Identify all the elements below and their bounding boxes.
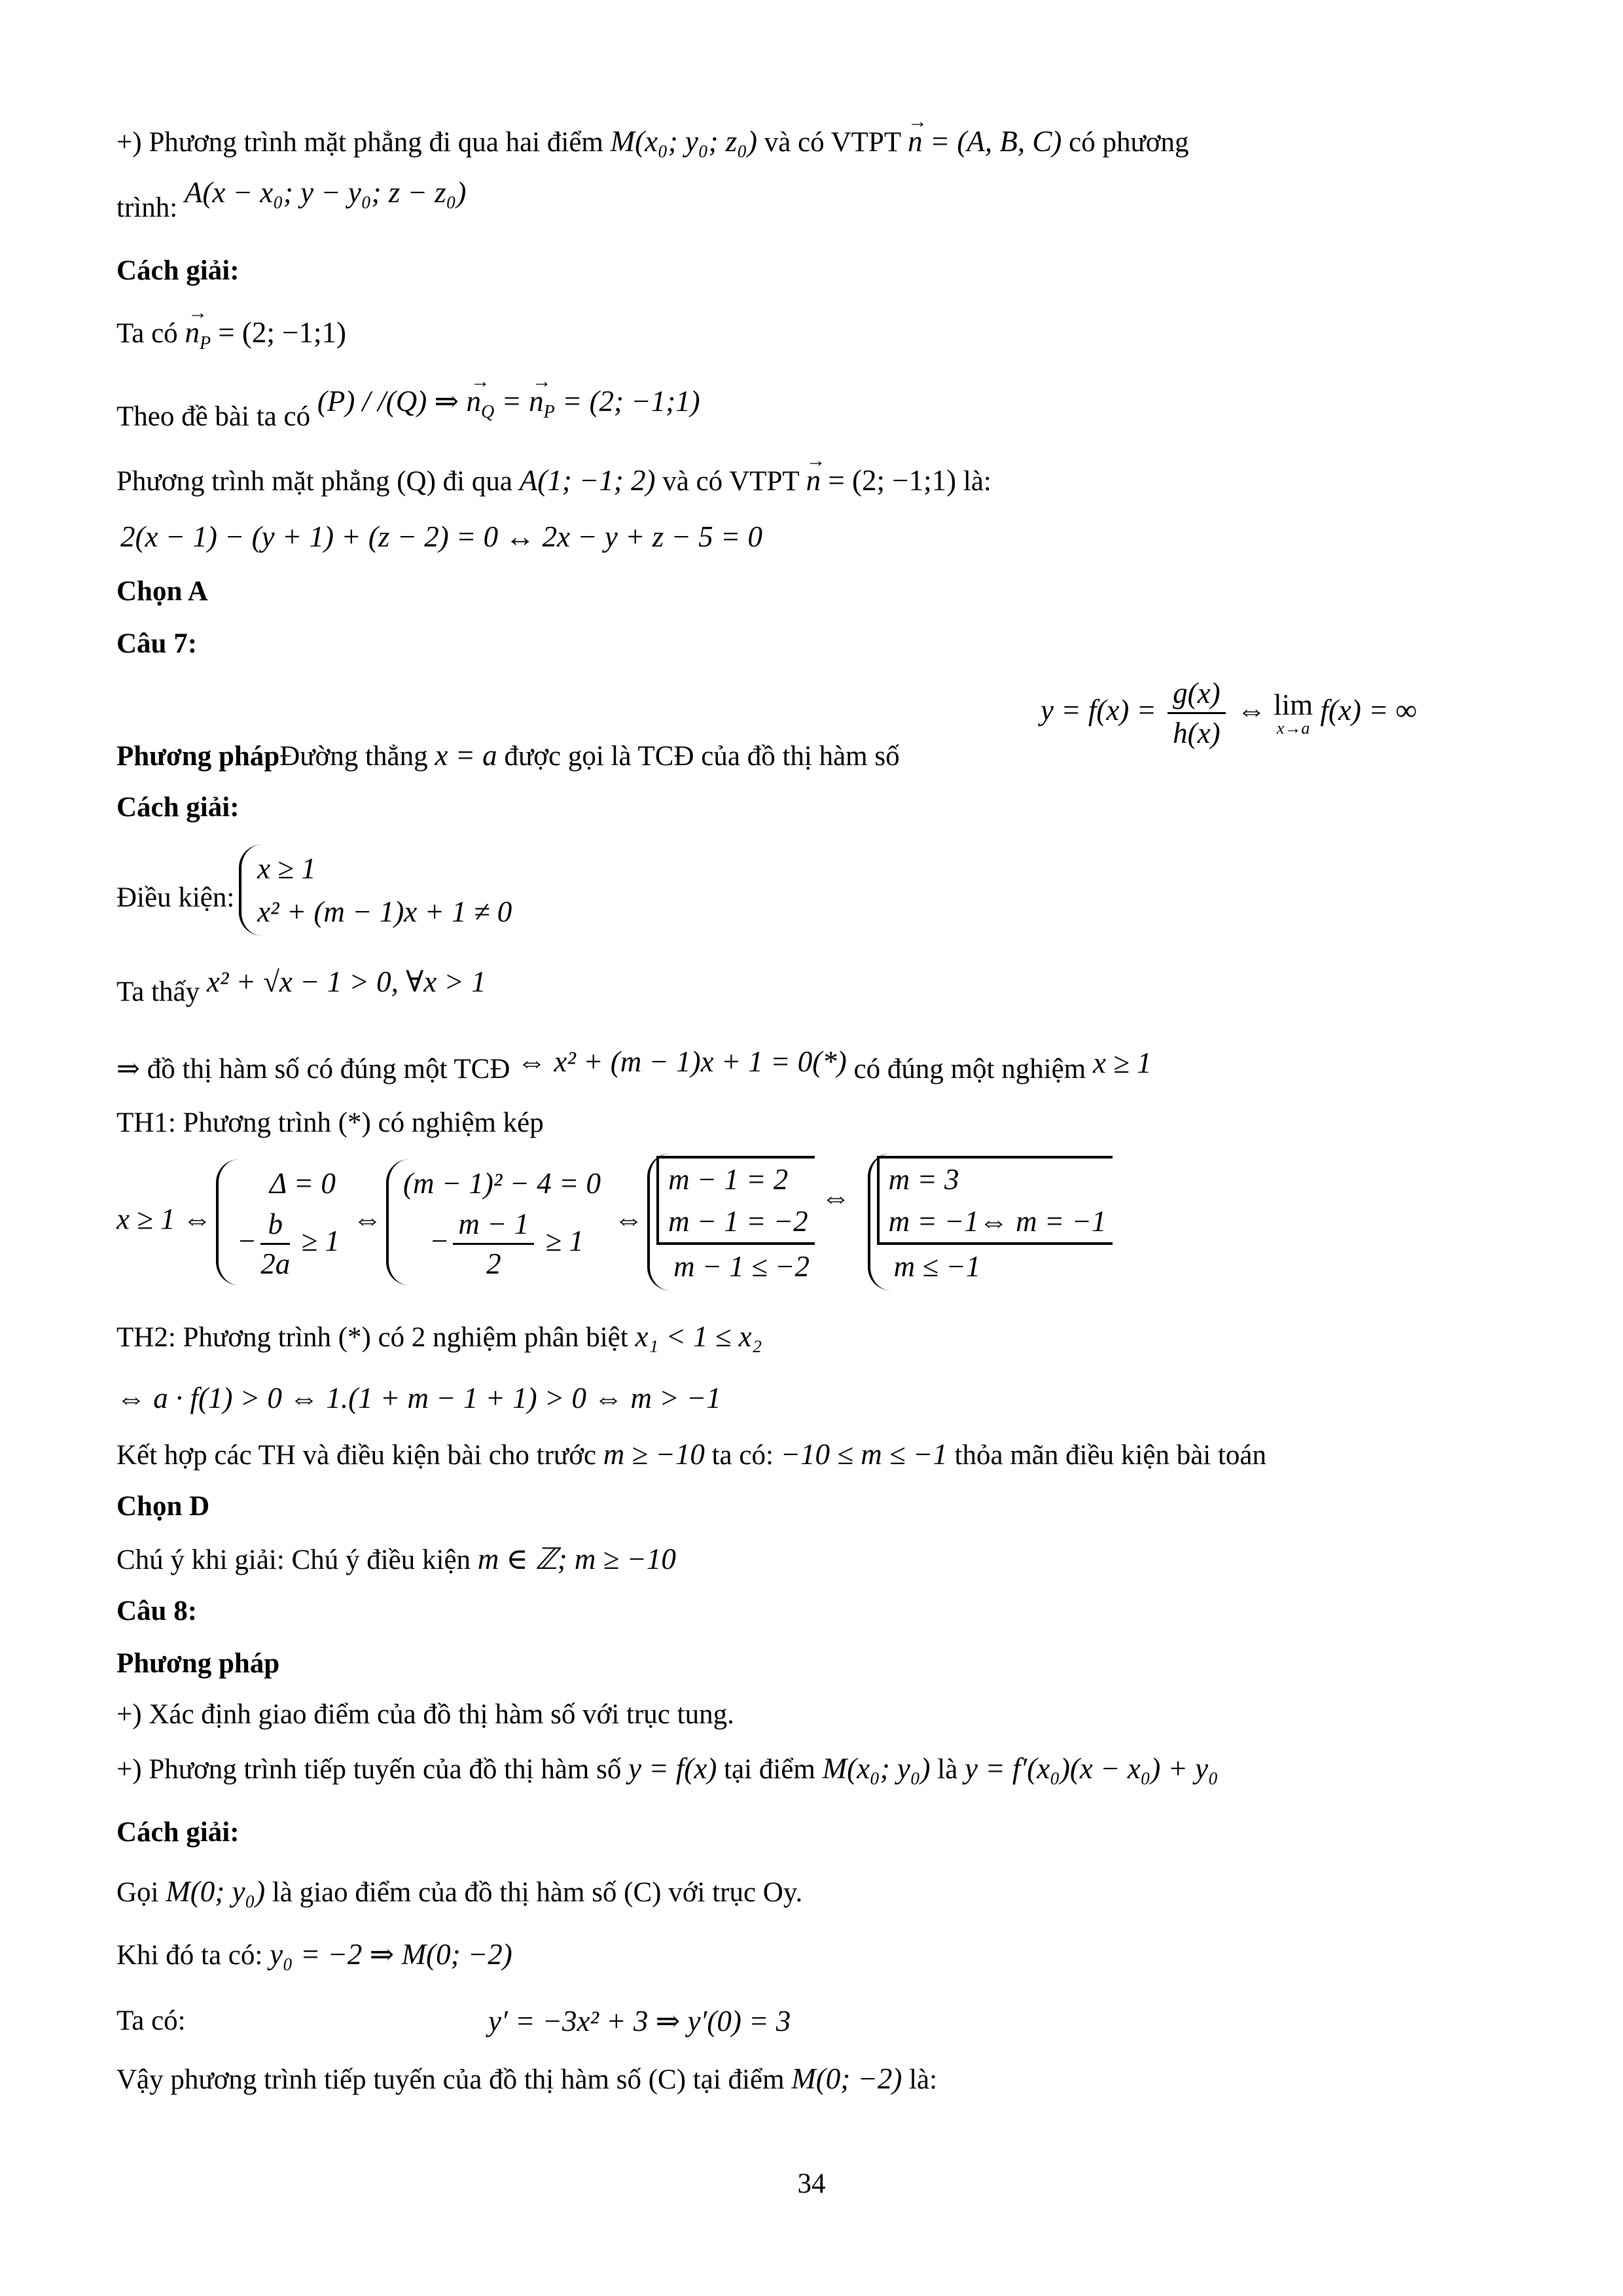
condition-system <box>116 844 525 942</box>
line-text: là: <box>902 2064 938 2095</box>
line-text: được gọi là TCĐ của đồ thị hàm số <box>497 741 900 772</box>
heading-cach-giai: Cách giải: <box>116 792 240 823</box>
text-line: +) Xác định giao điểm của đồ thị hàm số với trục tung. <box>116 1699 734 1730</box>
text-line <box>116 313 346 363</box>
text-line <box>116 2059 937 2100</box>
text-line <box>116 461 991 501</box>
math-expr: y = f(x) <box>628 1752 717 1785</box>
math-expr: M(0; y₀) <box>166 1875 266 1908</box>
line-text: ⇒ đồ thị hàm số có đúng một TCĐ <box>116 1054 518 1085</box>
line-text: và có VTPT <box>655 466 806 497</box>
condition-row: x² + (m − 1)x + 1 ≠ 0 <box>257 895 512 928</box>
answer-choice-a: Chọn A <box>116 576 208 607</box>
math-tcd-definition: y = f(x) = $\frac{g(x)}{h(x)}$ ⇔ lim x→a f(x) = ∞ <box>1041 674 1417 752</box>
line-text: Đường thẳng <box>279 741 435 772</box>
line-text: là giao điểm của đồ thị hàm số (C) với trục Oy. <box>265 1877 803 1908</box>
line-text: +) Phương trình mặt phẳng đi qua hai điểm <box>116 127 611 158</box>
math-expr: = (2; −1;1) <box>211 316 347 349</box>
line-text: Vậy phương trình tiếp tuyến của đồ thị hàm số (C) tại điểm <box>116 2064 792 2095</box>
heading-cach-giai: Cách giải: <box>116 255 240 286</box>
condition-row: x ≥ 1 <box>257 852 316 885</box>
text-line <box>116 1872 802 1912</box>
line-text: Gọi <box>116 1877 166 1908</box>
math-expr: ⇔ x² + (m − 1)x + 1 = 0(*) <box>517 1045 847 1078</box>
text-line <box>116 1935 512 1975</box>
equation: ⇔ a · f(1) > 0 ⇔ 1.(1 + m − 1 + 1) > 0 ⇔ m > −1 <box>116 1382 721 1414</box>
heading-cau-8: Câu 8: <box>116 1596 198 1626</box>
line-text: thỏa mãn điều kiện bài toán <box>947 1440 1267 1471</box>
line-text: +) Phương trình tiếp tuyến của đồ thị hàm số <box>116 1754 629 1785</box>
math-expr: x² + √x − 1 > 0, ∀x > 1 <box>206 965 486 998</box>
heading-cau-7: Câu 7: <box>116 628 198 659</box>
math-expr: −10 ≤ m ≤ −1 <box>780 1438 948 1471</box>
math-expr: A(1; −1; 2) <box>519 464 656 497</box>
line-text: Phương trình mặt phẳng (Q) đi qua <box>116 466 520 497</box>
math-expr: = (A, B, C) <box>922 125 1062 158</box>
text-line <box>116 1435 1266 1475</box>
math-expr: = (2; −1;1) <box>821 464 957 497</box>
math-expr: y′ = −3x² + 3 ⇒ y′(0) = 3 <box>488 2005 791 2037</box>
text-line <box>116 2001 791 2041</box>
line-text: là: <box>956 466 991 497</box>
vector-n: → $n_P$ <box>185 313 211 363</box>
page-number: 34 <box>797 2168 826 2199</box>
line-text: tại điểm <box>717 1754 823 1785</box>
line-text: Theo đề bài ta có <box>116 401 317 432</box>
th1-system: x ≥ 1 ⇔ Δ = 0 − $\frac{b}{2a}$ ≥ 1 ⇔ (m − 1)² − 4 = 0 − $\frac{m - 1}{2}$ ≥ 1 ⇔ m − 1 = 2 m − 1 = −2 ⇔ m − 1 ≤ −2 m = 3 m = −1⇔ m = −1 m ≤ −1 <box>116 1153 1126 1291</box>
line-text: có đúng một nghiệm <box>846 1054 1093 1085</box>
equation: 2(x − 1) − (y + 1) + (z − 2) = 0 ↔ 2x − y + z − 5 = 0 <box>120 520 762 553</box>
line-text: TH2: Phương trình (*) có 2 nghiệm phân biệt <box>116 1322 635 1353</box>
math-expr: A(x − x₀; y − y₀; z − z₀) <box>184 176 467 209</box>
line-text: có phương <box>1061 127 1189 158</box>
math-expr: x = a <box>435 739 497 772</box>
text-line <box>116 176 467 228</box>
line-text: và có VTPT <box>757 127 908 158</box>
line-text: là <box>930 1754 965 1785</box>
math-expr: y = f′(x₀)(x − x₀) + y₀ <box>965 1752 1219 1785</box>
heading-phuong-phap: Phương pháp <box>116 1648 280 1679</box>
math-expr: x₁ < 1 ≤ x₂ <box>635 1320 762 1353</box>
math-expr: (P) / /(Q) ⇒ → $n_Q$ = → $n_P = (2$; −1;1) <box>317 385 700 418</box>
text-line: TH1: Phương trình (*) có nghiệm kép <box>116 1107 544 1138</box>
line-text: Điều kiện: <box>116 882 242 913</box>
math-expr: M(x₀; y₀) <box>822 1752 931 1785</box>
math-expr: M(x₀; y₀; z₀) <box>610 125 757 158</box>
text-line <box>116 1045 1152 1089</box>
answer-choice-d: Chọn D <box>116 1491 210 1522</box>
text-line <box>116 385 700 446</box>
text-line <box>116 1539 676 1580</box>
math-expr: M(0; −2) <box>791 2062 902 2095</box>
line-text: Khi đó ta có: <box>116 1940 270 1971</box>
heading-cach-giai: Cách giải: <box>116 1817 240 1848</box>
text-line <box>116 1749 1219 1789</box>
math-expr: m ∈ ℤ; m ≥ −10 <box>477 1543 676 1575</box>
text-line <box>116 965 486 1012</box>
math-expr: m ≥ −10 <box>603 1438 705 1471</box>
line-text: Ta thấy <box>116 977 207 1007</box>
text-line <box>116 122 1189 162</box>
vector-n: → n <box>908 122 923 161</box>
text-line <box>116 1317 762 1357</box>
vector-n: → n <box>806 461 821 500</box>
math-expr: y₀ = −2 ⇒ M(0; −2) <box>270 1938 512 1971</box>
line-text: Ta có <box>116 318 185 349</box>
line-text: trình: <box>116 192 185 223</box>
line-text: Kết hợp các TH và điều kiện bài cho trước <box>116 1440 603 1471</box>
text-line <box>116 736 900 776</box>
label-phuong-phap: Phương pháp <box>116 741 280 772</box>
line-text: Ta có: <box>116 2005 186 2036</box>
line-text: Chú ý khi giải: Chú ý điều kiện <box>116 1545 478 1575</box>
line-text: ta có: <box>704 1440 781 1471</box>
math-expr: x ≥ 1 <box>1092 1047 1152 1079</box>
